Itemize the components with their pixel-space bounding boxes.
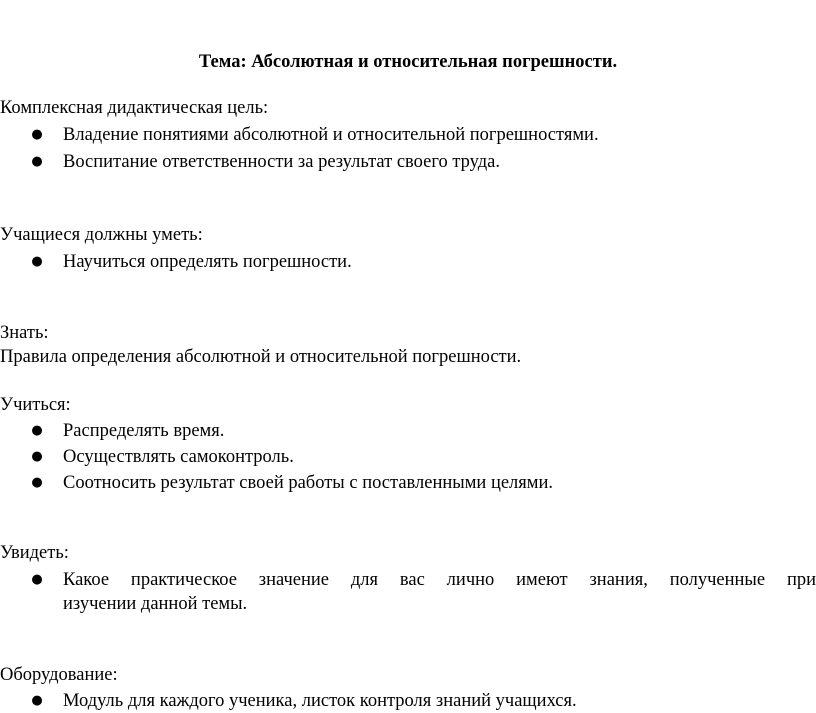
- section-heading-learn: Учиться:: [0, 395, 71, 415]
- list-item-text: Модуль для каждого ученика, листок контроля знаний учащихся.: [63, 691, 577, 711]
- list-item-text: Соотносить результат своей работы с поставленными целями.: [63, 473, 554, 493]
- section-heading-know: Знать:: [0, 323, 49, 343]
- section-heading-goal: Комплексная дидактическая цель:: [0, 98, 269, 118]
- list-item-text: Распределять время.: [63, 421, 225, 441]
- list-item-text: Владение понятиями абсолютной и относительной погрешностями.: [63, 125, 599, 145]
- list-item-text-line2: изучении данной темы.: [63, 594, 248, 614]
- list-item-text: Воспитание ответственности за результат своего труда.: [63, 152, 500, 172]
- bullet-icon: ●: [31, 423, 43, 438]
- section-heading-equipment: Оборудование:: [0, 665, 118, 685]
- bullet-icon: ●: [31, 154, 43, 169]
- bullet-icon: ●: [31, 475, 43, 490]
- bullet-icon: ●: [31, 693, 43, 708]
- list-item-text-line1: Какое практическое значение для вас лично имеют знания, полученные при: [63, 570, 816, 590]
- bullet-icon: ●: [31, 572, 43, 587]
- section-heading-skills: Учащиеся должны уметь:: [0, 225, 203, 245]
- bullet-icon: ●: [31, 449, 43, 464]
- list-item-text: Осуществлять самоконтроль.: [63, 447, 294, 467]
- list-item-text: Научиться определять погрешности.: [63, 252, 352, 272]
- document-title: Тема: Абсолютная и относительная погрешности.: [198, 52, 618, 72]
- bullet-icon: ●: [31, 127, 43, 142]
- section-text-know: Правила определения абсолютной и относительной погрешности.: [0, 347, 522, 367]
- bullet-icon: ●: [31, 254, 43, 269]
- section-heading-see: Увидеть:: [0, 543, 69, 563]
